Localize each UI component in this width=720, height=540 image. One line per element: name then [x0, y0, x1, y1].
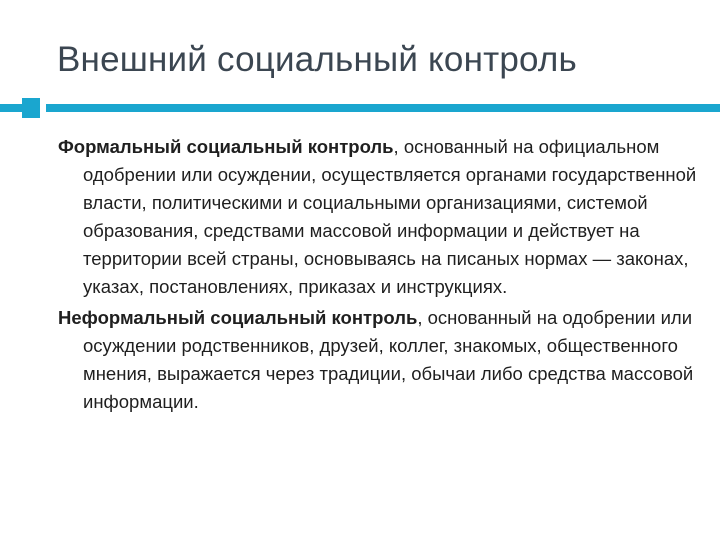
description-informal-control: , основанный на одобрении или осуждении родственников, друзей, коллег, знакомых, общественного мнения, выражается через традиции, обычаи либо средства массовой информации. [83, 307, 694, 412]
accent-line-left [0, 104, 22, 112]
paragraph-formal-control [58, 133, 698, 301]
slide-body [58, 133, 698, 419]
accent-line-right [46, 104, 720, 112]
term-informal-control: Неформальный социальный контроль [58, 307, 418, 328]
term-formal-control: Формальный социальный контроль [58, 136, 394, 157]
description-formal-control: , основанный на официальном одобрении или осуждении, осуществляется органами государственной власти, политическими и социальными организациями, системой образования, средствами массовой информации и действует на территории всей страны, основываясь на писаных нормах — законах, указах, постановлениях, приказах и инструкциях. [83, 136, 697, 297]
accent-square [22, 98, 40, 118]
paragraph-informal-control [58, 304, 698, 416]
slide-title: Внешний социальный контроль [57, 40, 577, 79]
